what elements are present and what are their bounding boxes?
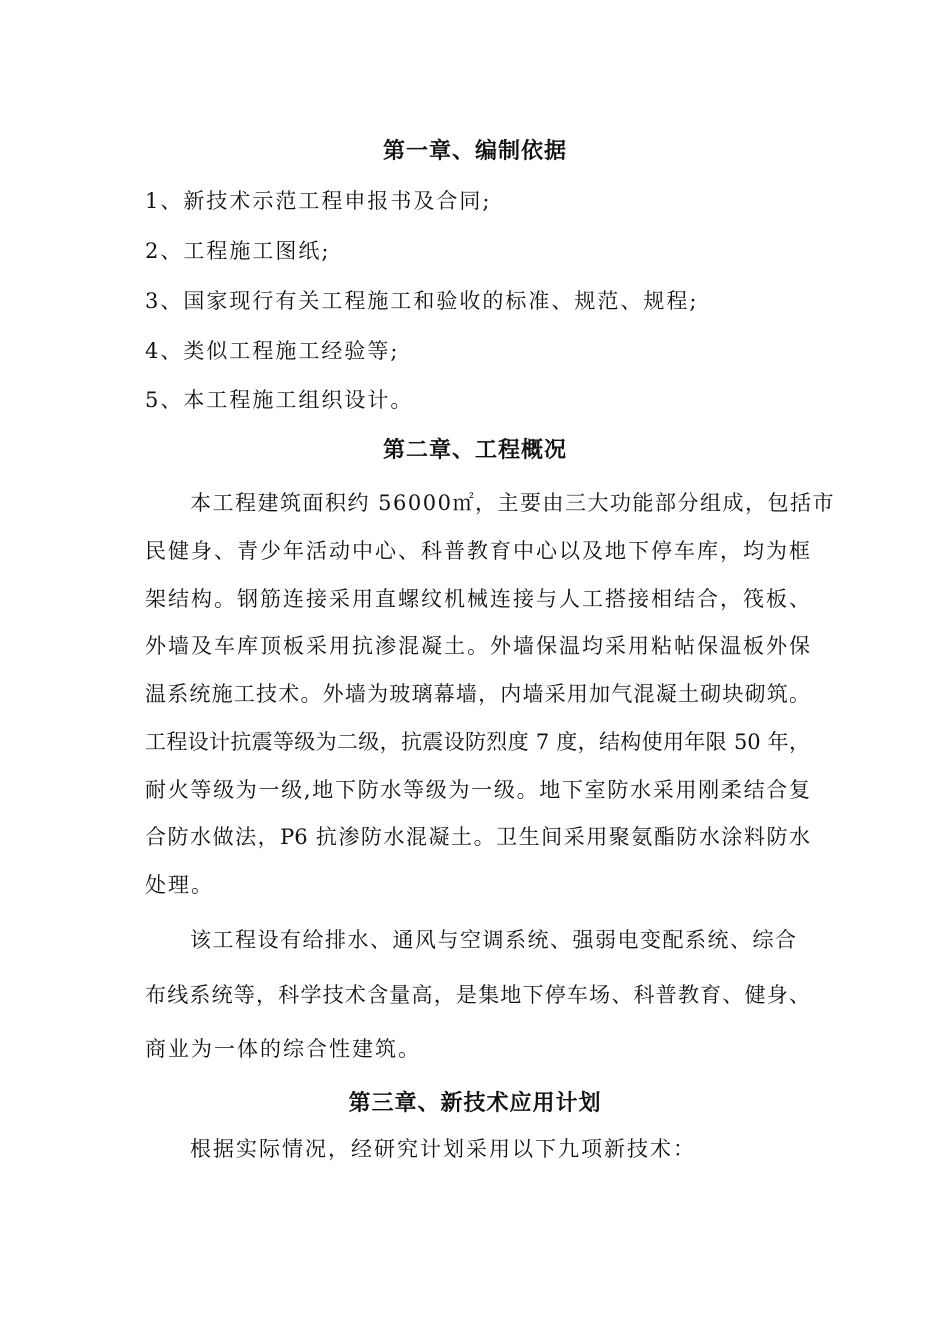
chapter1-title: 第一章、编制依据: [382, 138, 567, 164]
chapter2-paragraph1-line: 耐火等级为一级,地下防水等级为一级。地下室防水采用刚柔结合复: [145, 778, 810, 802]
chapter2-paragraph1-line: 合防水做法，P6 抗渗防水混凝土。卫生间采用聚氨酯防水涂料防水: [145, 825, 810, 849]
chapter2-title: 第二章、工程概况: [382, 437, 567, 463]
chapter1-item: 5、本工程施工组织设计。: [145, 388, 414, 412]
chapter2-paragraph1-line: 温系统施工技术。外墙为玻璃幕墙，内墙采用加气混凝土砌块砌筑。: [145, 682, 810, 706]
chapter2-paragraph1-line: 工程设计抗震等级为二级，抗震设防烈度 7 度，结构使用年限 50 年，: [145, 730, 810, 754]
chapter2-paragraph2-line: 布线系统等，科学技术含量高，是集地下停车场、科普教育、健身、: [145, 983, 810, 1007]
chapter2-paragraph1-line: 处理。: [145, 873, 214, 897]
chapter2-paragraph1-line: 民健身、青少年活动中心、科普教育中心以及地下停车库，均为框: [145, 539, 810, 563]
chapter3-intro: 根据实际情况，经研究计划采用以下九项新技术：: [190, 1137, 696, 1161]
chapter2-paragraph1-line: 外墙及车库顶板采用抗渗混凝土。外墙保温均采用粘帖保温板外保: [145, 634, 810, 658]
chapter3-title: 第三章、新技术应用计划: [348, 1090, 602, 1116]
chapter1-item: 2、工程施工图纸;: [145, 239, 331, 263]
chapter2-paragraph2-line: 该工程设有给排水、通风与空调系统、强弱电变配系统、综合: [190, 928, 798, 952]
chapter1-item: 1、新技术示范工程申报书及合同;: [145, 189, 492, 213]
chapter1-item: 3、国家现行有关工程施工和验收的标准、规范、规程;: [145, 289, 699, 313]
chapter2-paragraph1-line: 架结构。钢筋连接采用直螺纹机械连接与人工搭接相结合，筏板、: [145, 587, 810, 611]
chapter1-item: 4、类似工程施工经验等;: [145, 339, 400, 363]
chapter2-paragraph2-line: 商业为一体的综合性建筑。: [145, 1037, 421, 1061]
chapter2-paragraph1-line: 本工程建筑面积约 56000㎡，主要由三大功能部分组成，包括市: [190, 491, 835, 515]
